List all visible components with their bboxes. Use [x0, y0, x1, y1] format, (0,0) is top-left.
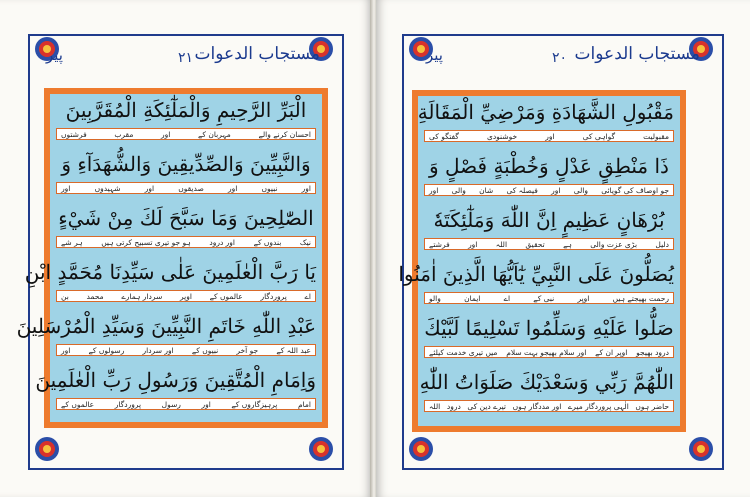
translation-word: نبیوں کے: [191, 346, 219, 355]
verse-box: [398, 90, 686, 432]
translation-word: تیرے دین کی: [467, 402, 507, 411]
translation-word: فیصلہ کی: [506, 186, 538, 195]
floral-corner-icon: [686, 434, 716, 464]
arabic-line: صَلُّوا عَلَيْهِ وَسَلِّمُوا تَسْلِيمًا لَبَّيْكَ: [424, 316, 674, 340]
arabic-line: بُرْهَانٍ عَظِيمٍ اِنَّ اللّٰهَ وَمَلٰٓئِكَتَهٗ: [433, 208, 665, 232]
translation-line: [424, 400, 674, 412]
floral-corner-icon: [406, 434, 436, 464]
translation-word: اور: [228, 184, 238, 193]
translation-word: بڑی عزت والی: [590, 240, 638, 249]
translation-word: صدیقوں: [178, 184, 204, 193]
translation-word: میں تیری خدمت کیلئے: [429, 348, 498, 357]
floral-corner-icon: [306, 434, 336, 464]
translation-word: اوپر: [180, 292, 192, 301]
translation-word: عالموں کے: [61, 400, 95, 409]
page-number: ٢٠: [552, 50, 568, 66]
translation-word: شہیدوں: [94, 184, 121, 193]
translation-word: اور سردار: [142, 346, 174, 355]
translation-word: رحمت بھیجتے ہیں: [612, 294, 669, 303]
translation-word: اوپر: [577, 294, 590, 303]
translation-word: ایمان: [464, 294, 481, 303]
arabic-line: الصّٰلِحِينَ وَمَا سَبَّحَ لَكَ مِنْ شَيْءٍ: [58, 206, 314, 230]
translation-word: نبیوں: [261, 184, 278, 193]
translation-line: [56, 398, 316, 410]
translation-word: ہر شے: [61, 238, 83, 247]
translation-word: مہربان کے: [198, 130, 231, 139]
page-title: مستجاب الدعوات: [194, 44, 320, 64]
translation-word: عبد اللہ کے: [276, 346, 311, 355]
translation-word: عالموں کے: [209, 292, 243, 301]
arabic-line: ذَا مَنْطِقٍ عَدْلٍ وَخُطْبَةٍ فَصْلٍ وَ: [429, 154, 669, 178]
translation-word: اور: [301, 184, 311, 193]
translation-word: پروردگار: [114, 400, 142, 409]
right-page: [376, 0, 750, 497]
translation-word: والی: [451, 186, 466, 195]
arabic-line: مَقْبُولِ الشَّهَادَةِ وَمَرْضِيِّ الْمَقَالَةِ: [417, 100, 674, 124]
translation-word: نیک: [299, 238, 311, 247]
translation-word: مقرب: [114, 130, 134, 139]
translation-word: درود: [446, 402, 461, 411]
translation-word: اور: [61, 184, 71, 193]
left-page: [0, 0, 372, 497]
translation-word: حاضر ہوں: [635, 402, 669, 411]
arabic-line: الْبَرِّ الرَّحِيمِ وَالْمَلٰٓئِكَةِ الْمُقَرَّبِينَ: [65, 98, 307, 122]
translation-word: جو اوصاف کی گویائی: [601, 186, 669, 195]
translation-word: والو: [429, 294, 441, 303]
translation-word: اور: [429, 186, 439, 195]
arabic-line: اللّٰهُمَّ رَبِّي وَسَعْدَيْكَ صَلَوَاتُ اللّٰهِ: [419, 370, 674, 394]
translation-word: اور: [468, 240, 478, 249]
translation-line: [424, 130, 674, 142]
translation-word: رسول: [161, 400, 181, 409]
translation-word: الٰہی پروردگار میرے: [567, 402, 629, 411]
translation-word: سردار ہمارے: [121, 292, 163, 301]
verse-box: [16, 88, 328, 428]
translation-line: [56, 236, 316, 248]
translation-line: [424, 346, 674, 358]
translation-word: فرشتوں: [61, 130, 87, 139]
translation-word: اور: [161, 130, 171, 139]
arabic-line: عَبْدِ اللّٰهِ خَاتَمِ النَّبِيِّينَ وَسَيِّدِ الْمُرْسَلِينَ: [16, 314, 316, 338]
translation-word: نبی کے: [533, 294, 555, 303]
translation-word: اے: [304, 292, 311, 301]
translation-word: رسولوں کے: [88, 346, 125, 355]
translation-word: اللہ: [495, 240, 508, 249]
translation-word: درود بھیجو: [636, 348, 669, 357]
translation-word: گواہی کی: [582, 132, 616, 141]
translation-line: [56, 128, 316, 140]
arabic-line: وَاِمَامِ الْمُتَّقِينَ وَرَسُولِ رَبِّ الْعٰلَمِينَ: [35, 368, 316, 392]
translation-word: اور: [551, 186, 561, 195]
arabic-line: يَا رَبَّ الْعٰلَمِينَ عَلٰى سَيِّدِنَا مُحَمَّدٍ ابْنِ: [24, 260, 316, 284]
translation-line: [56, 182, 316, 194]
translation-word: والی: [573, 186, 588, 195]
translation-word: پروردگار: [260, 292, 287, 301]
translation-line: [424, 184, 674, 196]
translation-line: [424, 292, 674, 304]
translation-word: اور: [144, 184, 155, 193]
translation-word: گفتگو کی: [429, 132, 459, 141]
translation-word: اور مددگار ہوں: [512, 402, 562, 411]
floral-corner-icon: [32, 434, 62, 464]
translation-word: اوپر ان کے: [595, 348, 628, 357]
translation-word: دلیل: [655, 240, 669, 249]
translation-word: احسان کرنے والے: [258, 130, 311, 139]
translation-line: [424, 238, 674, 250]
translation-word: اور: [545, 132, 555, 141]
arabic-line: يُصَلُّونَ عَلَى النَّبِيِّ يٰٓاَيُّهَا الَّذِينَ اٰمَنُوا: [398, 262, 674, 286]
translation-word: محمد: [86, 292, 104, 301]
header-day: پیر: [46, 46, 63, 64]
header-day: پیر: [426, 46, 443, 64]
page-header: [40, 44, 330, 72]
arabic-line: وَالنَّبِيِّينَ وَالصِّدِّيقِينَ وَالشُّهَدَآءِ وَ: [61, 152, 311, 176]
translation-line: [56, 344, 316, 356]
translation-word: اللہ: [429, 402, 441, 411]
translation-word: بن: [61, 292, 69, 301]
translation-word: اے: [503, 294, 511, 303]
translation-word: فرشتے: [429, 240, 450, 249]
page-header: [416, 44, 710, 72]
page-title: مستجاب الدعوات: [574, 44, 700, 64]
translation-word: اور: [61, 346, 71, 355]
page-number: ٢١: [178, 50, 194, 66]
translation-word: بندوں کے: [253, 238, 282, 247]
translation-line: [56, 290, 316, 302]
translation-word: اور: [201, 400, 211, 409]
translation-word: تحقیق: [525, 240, 545, 249]
translation-word: ہے: [563, 240, 572, 249]
translation-word: ہو جو تیری تسبیح کرتی ہیں: [101, 238, 191, 247]
translation-word: امام: [297, 400, 311, 409]
translation-word: خوشنودی: [486, 132, 518, 141]
translation-word: اور درود: [209, 238, 236, 247]
translation-word: شان: [479, 186, 494, 195]
translation-word: جو آخر: [236, 346, 259, 355]
translation-word: پرہیزگاروں کے: [231, 400, 278, 409]
translation-word: اور سلام بھیجو بہت سلام: [506, 348, 587, 357]
translation-word: مقبولیت: [643, 132, 669, 141]
